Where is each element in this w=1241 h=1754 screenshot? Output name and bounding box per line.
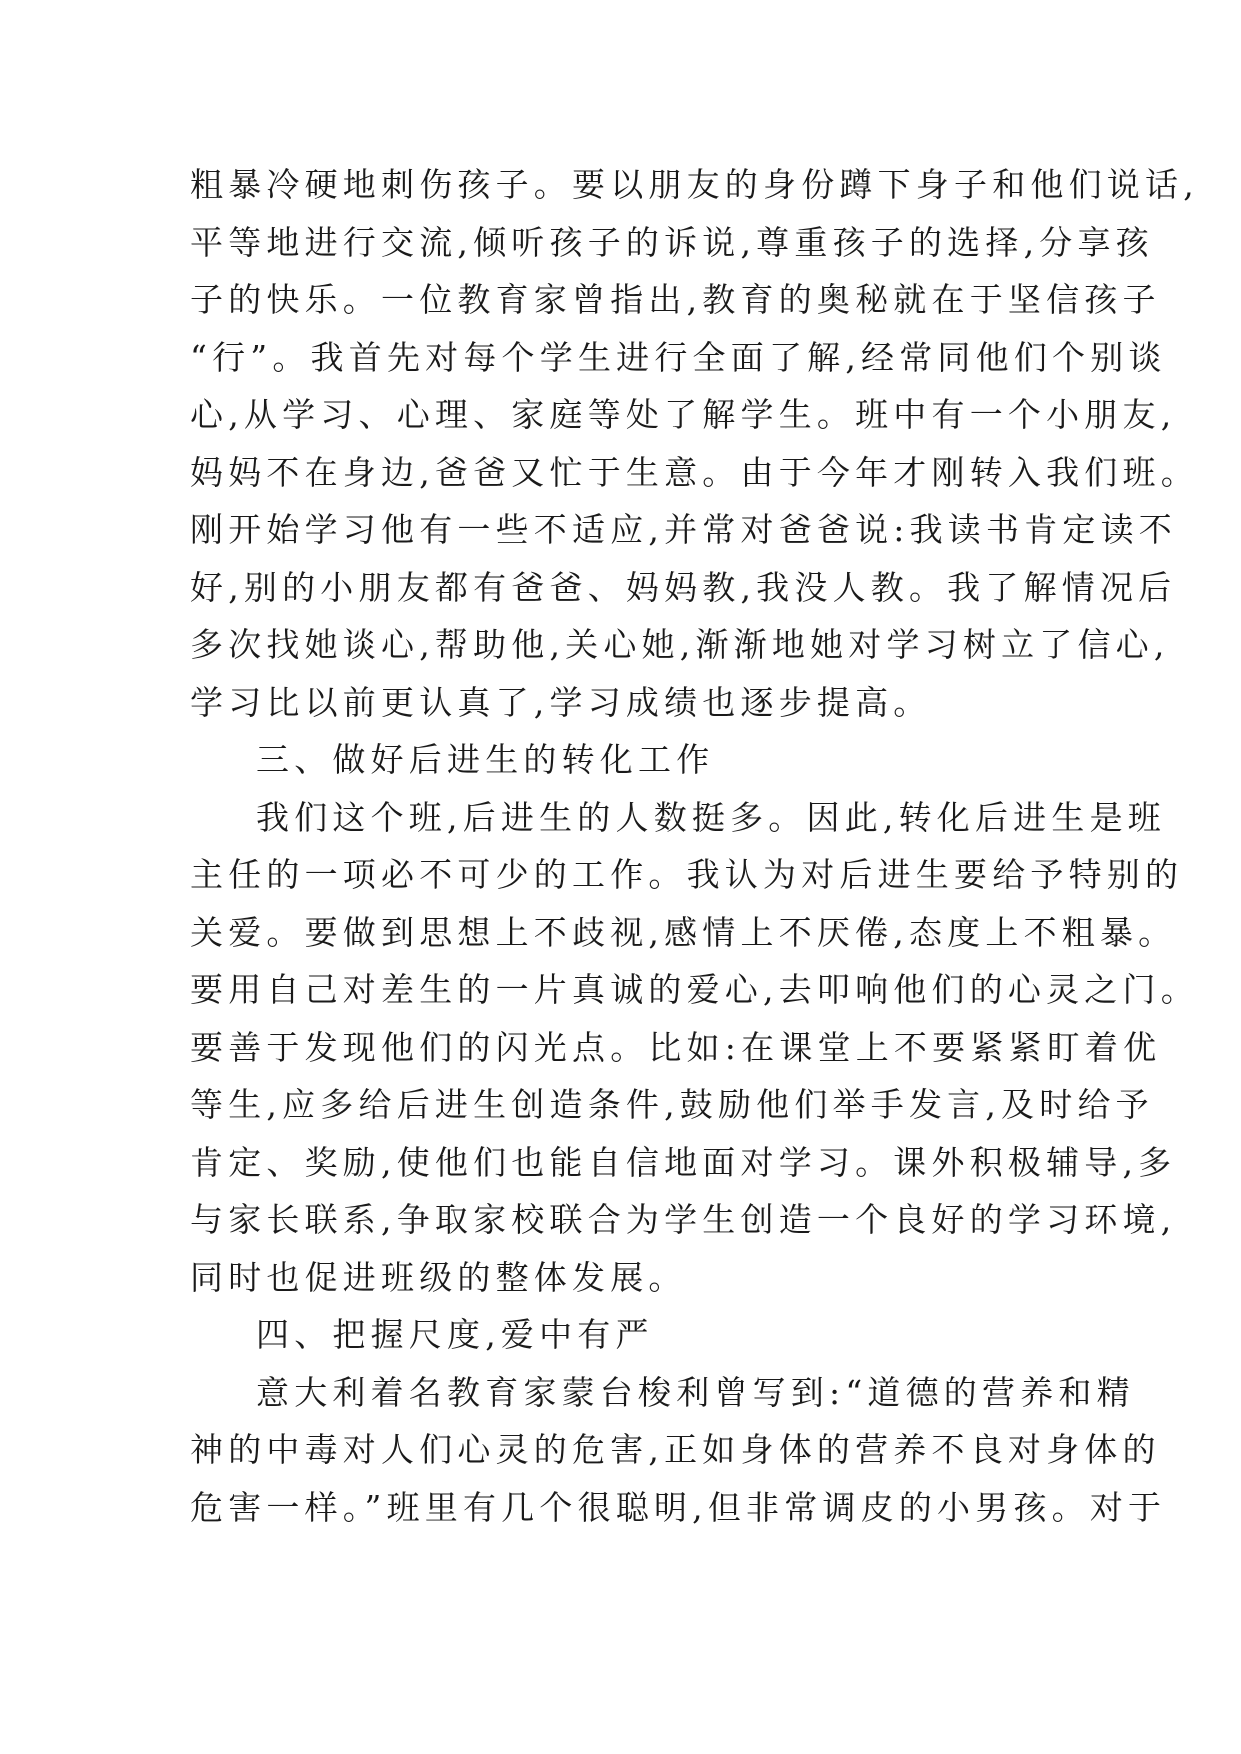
paragraph-first-line: 意大利着名教育家蒙台梭利曾写到:“道德的营养和精 xyxy=(256,1372,1135,1412)
paragraph-first-line: 我们这个班,后进生的人数挺多。因此,转化后进生是班 xyxy=(256,797,1166,837)
text-line: 危害一样。”班里有几个很聪明,但非常调皮的小男孩。对于 xyxy=(190,1487,1167,1527)
text-line: 主任的一项必不可少的工作。我认为对后进生要给予特别的 xyxy=(190,855,1184,894)
text-line: 学习比以前更认真了,学习成绩也逐步提高。 xyxy=(190,682,932,722)
text-line: 粗暴冷硬地刺伤孩子。要以朋友的身份蹲下身子和他们说话, xyxy=(190,165,1199,204)
text-line: 要用自己对差生的一片真诚的爱心,去叩响他们的心灵之门。 xyxy=(190,970,1199,1009)
section-heading: 四、把握尺度,爱中有严 xyxy=(256,1315,654,1354)
text-line: 好,别的小朋友都有爸爸、妈妈教,我没人教。我了解情况后 xyxy=(190,567,1177,607)
text-line: 要善于发现他们的闪光点。比如:在课堂上不要紧紧盯着优 xyxy=(190,1027,1162,1067)
text-line: 同时也促进班级的整体发展。 xyxy=(190,1257,687,1297)
text-line: 与家长联系,争取家校联合为学生创造一个良好的学习环境, xyxy=(190,1200,1177,1239)
text-line: 多次找她谈心,帮助他,关心她,渐渐地她对学习树立了信心, xyxy=(190,625,1170,664)
body-text xyxy=(190,156,1199,1536)
text-line: 神的中毒对人们心灵的危害,正如身体的营养不良对身体的 xyxy=(190,1430,1161,1469)
text-line: 等生,应多给后进生创造条件,鼓励他们举手发言,及时给予 xyxy=(190,1085,1154,1124)
text-line: 子的快乐。一位教育家曾指出,教育的奥秘就在于坚信孩子 xyxy=(190,280,1161,319)
section-heading: 三、做好后进生的转化工作 xyxy=(256,740,715,779)
text-line: 关爱。要做到思想上不歧视,感情上不厌倦,态度上不粗暴。 xyxy=(190,912,1177,952)
text-line: 心,从学习、心理、家庭等处了解学生。班中有一个小朋友, xyxy=(190,395,1177,434)
text-line: 平等地进行交流,倾听孩子的诉说,尊重孩子的选择,分享孩 xyxy=(190,222,1154,262)
text-line: 刚开始学习他有一些不适应,并常对爸爸说:我读书肯定读不 xyxy=(190,510,1178,549)
text-line: “行”。我首先对每个学生进行全面了解,经常同他们个别谈 xyxy=(190,337,1167,377)
text-line: 肯定、奖励,使他们也能自信地面对学习。课外积极辅导,多 xyxy=(190,1142,1177,1182)
text-line: 妈妈不在身边,爸爸又忙于生意。由于今年才刚转入我们班。 xyxy=(190,452,1199,492)
